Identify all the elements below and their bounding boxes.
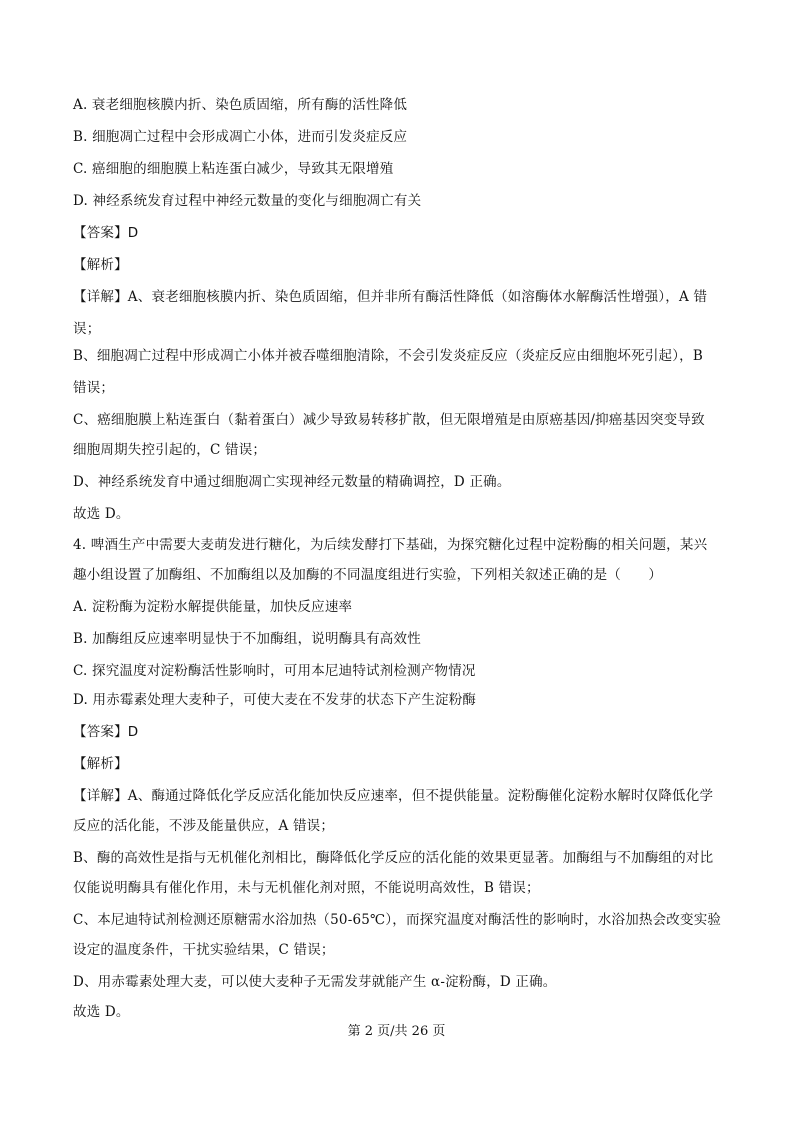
q4-option-c: C. 探究温度对淀粉酶活性影响时，可用本尼迪特试剂检测产物情况 [73,663,476,679]
q3-answer: 【答案】D [73,225,139,241]
q3-option-d: D. 神经系统发育过程中神经元数量的变化与细胞凋亡有关 [73,193,422,209]
q4-detail-line: 【详解】A、酶通过降低化学反应活化能加快反应速率，但不提供能量。淀粉酶催化淀粉水解时仅降低化学 [73,788,714,804]
q3-detail-line: 错误； [73,380,115,396]
q3-detail-line: D、神经系统发育中通过细胞凋亡实现神经元数量的精确调控，D 正确。 [73,474,511,490]
q3-detail-line: 细胞周期失控引起的，C 错误； [73,442,267,458]
q4-option-a: A. 淀粉酶为淀粉水解提供能量，加快反应速率 [73,599,353,615]
q3-detail-line: B、细胞凋亡过程中形成凋亡小体并被吞噬细胞清除，不会引发炎症反应（炎症反应由细胞坏死引起），B [73,348,703,364]
q4-conclusion: 故选 D。 [73,1004,130,1020]
page-number-footer: 第 2 页/共 26 页 [347,1024,446,1039]
q3-analysis-label: 【解析】 [73,257,128,273]
q3-option-a: A. 衰老细胞核膜内折、染色质固缩，所有酶的活性降低 [73,97,408,113]
q3-conclusion: 故选 D。 [73,506,130,522]
q4-option-b: B. 加酶组反应速率明显快于不加酶组，说明酶具有高效性 [73,631,421,647]
q3-detail-line: C、癌细胞膜上粘连蛋白（黏着蛋白）减少导致易转移扩散，但无限增殖是由原癌基因/抑癌基因突变导致 [73,412,705,428]
q4-detail-line: 反应的活化能，不涉及能量供应，A 错误； [73,818,335,834]
q3-detail-line: 【详解】A、衰老细胞核膜内折、染色质固缩，但并非所有酶活性降低（如溶酶体水解酶活性增强），A 错 [73,289,708,305]
q4-stem-line: 趣小组设置了加酶组、不加酶组以及加酶的不同温度组进行实验，下列相关叙述正确的是（ ） [73,567,663,583]
q4-analysis-label: 【解析】 [73,756,128,772]
q4-detail-line: B、酶的高效性是指与无机催化剂相比，酶降低化学反应的活化能的效果更显著。加酶组与不加酶组的对比 [73,850,714,866]
q4-detail-line: C、本尼迪特试剂检测还原糖需水浴加热（50-65℃），而探究温度对酶活性的影响时，水浴加热会改变实验 [73,912,722,928]
q3-option-c: C. 癌细胞的细胞膜上粘连蛋白减少，导致其无限增殖 [73,161,394,177]
q4-detail-line: 设定的温度条件，干扰实验结果，C 错误； [73,942,335,958]
q4-detail-line: D、用赤霉素处理大麦，可以使大麦种子无需发芽就能产生 α-淀粉酶，D 正确。 [73,974,557,990]
q4-answer: 【答案】D [73,724,139,740]
q3-option-b: B. 细胞凋亡过程中会形成凋亡小体，进而引发炎症反应 [73,129,408,145]
q4-option-d: D. 用赤霉素处理大麦种子，可使大麦在不发芽的状态下产生淀粉酶 [73,692,477,708]
q4-stem-line: 4. 啤酒生产中需要大麦萌发进行糖化，为后续发酵打下基础，为探究糖化过程中淀粉酶的相关问题，某兴 [73,537,708,553]
q4-detail-line: 仅能说明酶具有催化作用，未与无机催化剂对照，不能说明高效性，B 错误； [73,880,540,896]
q3-detail-line: 误； [73,321,101,337]
